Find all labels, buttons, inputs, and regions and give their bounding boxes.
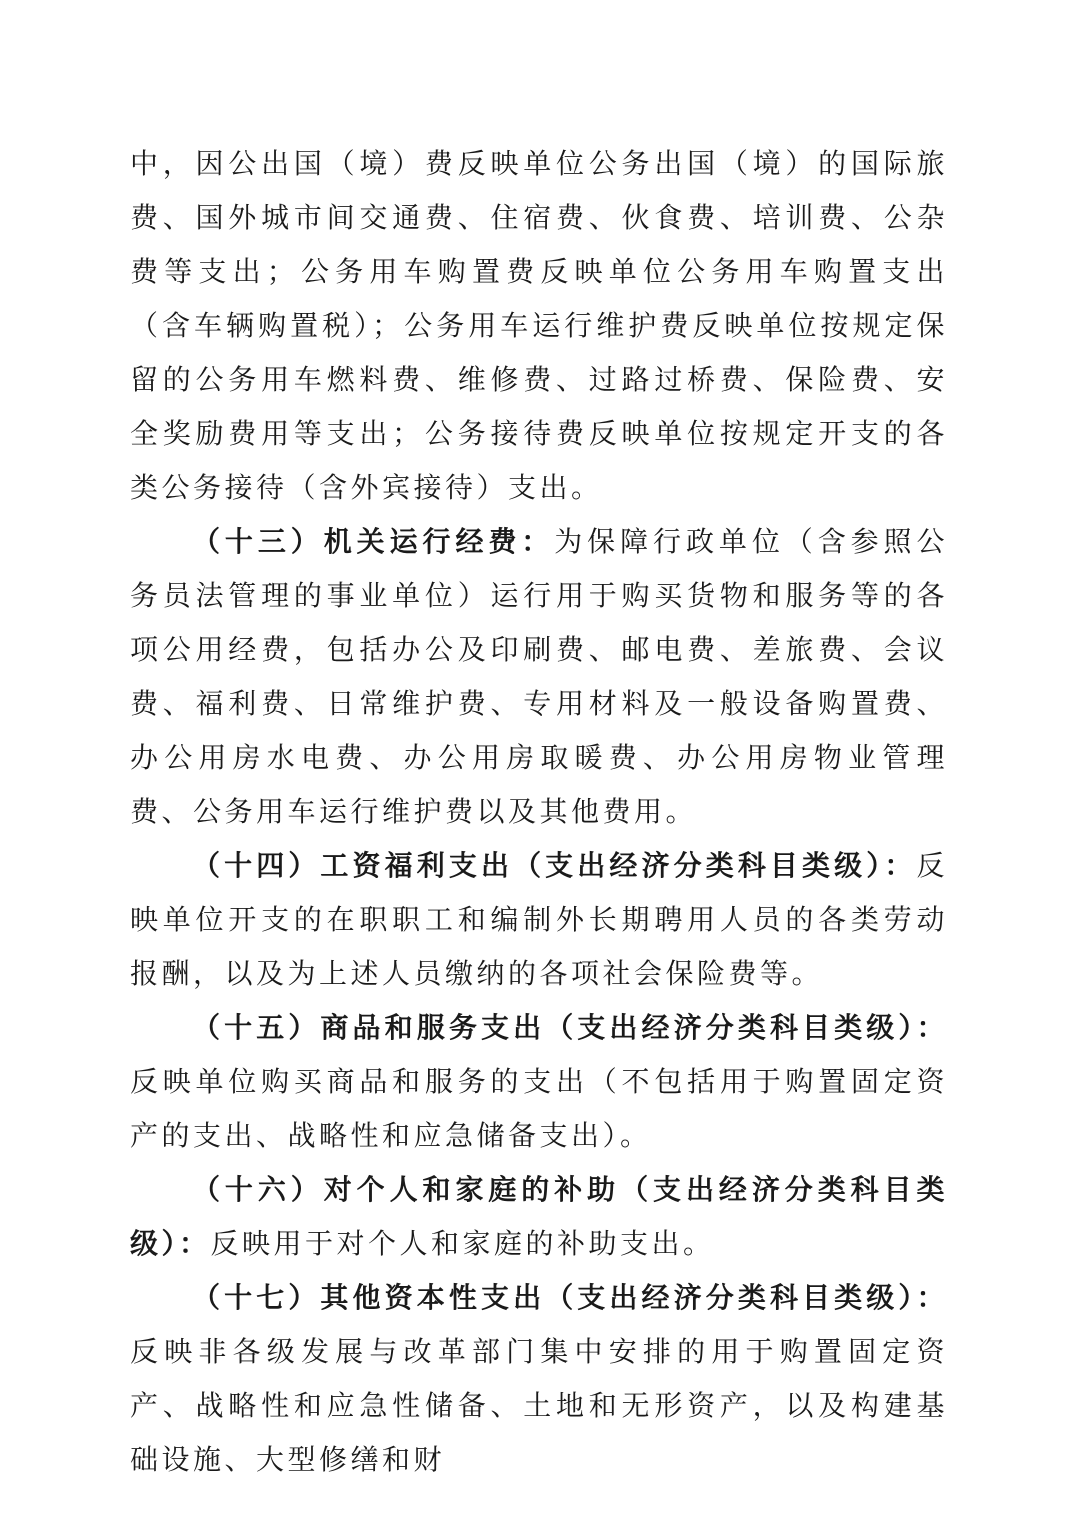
paragraph-16 [130,1163,948,1271]
paragraph-body: 反映用于对个人和家庭的补助支出。 [210,1227,715,1260]
paragraph-heading: （十三）机关运行经费： [192,525,555,558]
paragraph-body: 为保障行政单位（含参照公务员法管理的事业单位）运行用于购买货物和服务等的各项公用经费，包括办公及印刷费、邮电费、差旅费、会议费、福利费、日常维护费、专用材料及一般设备购置费、办公用房水电费、办公用房取暖费、办公用房物业管理费、公务用车运行维护费以及其他费用。 [130,525,948,828]
paragraph-heading: （十五）商品和服务支出（支出经济分类科目类级）： [192,1011,948,1044]
paragraph-body: 中，因公出国（境）费反映单位公务出国（境）的国际旅费、国外城市间交通费、住宿费、伙食费、培训费、公杂费等支出；公务用车购置费反映单位公务用车购置支出（含车辆购置税）；公务用车运行维护费反映单位按规定保留的公务用车燃料费、维修费、过路过桥费、保险费、安全奖励费用等支出；公务接待费反映单位按规定开支的各类公务接待（含外宾接待）支出。 [130,147,948,504]
paragraph-body: 反映非各级发展与改革部门集中安排的用于购置固定资产、战略性和应急性储备、土地和无形资产，以及构建基础设施、大型修缮和财 [130,1335,948,1476]
paragraph-body: 反映单位购买商品和服务的支出（不包括用于购置固定资产的支出、战略性和应急储备支出）。 [130,1065,948,1152]
paragraph-body: 反映单位开支的在职职工和编制外长期聘用人员的各类劳动报酬，以及为上述人员缴纳的各项社会保险费等。 [130,849,948,990]
paragraph-heading: （十六）对个人和家庭的补助（支出经济分类科目类级）： [130,1173,948,1260]
paragraph-15 [130,1001,948,1163]
paragraph-heading: （十四）工资福利支出（支出经济分类科目类级）： [192,849,917,882]
paragraph-17 [130,1271,948,1487]
paragraph-14 [130,839,948,1001]
paragraph-continuation [130,137,948,515]
paragraph-13 [130,515,948,839]
document-body [130,137,948,1487]
paragraph-heading: （十七）其他资本性支出（支出经济分类科目类级）： [192,1281,948,1314]
